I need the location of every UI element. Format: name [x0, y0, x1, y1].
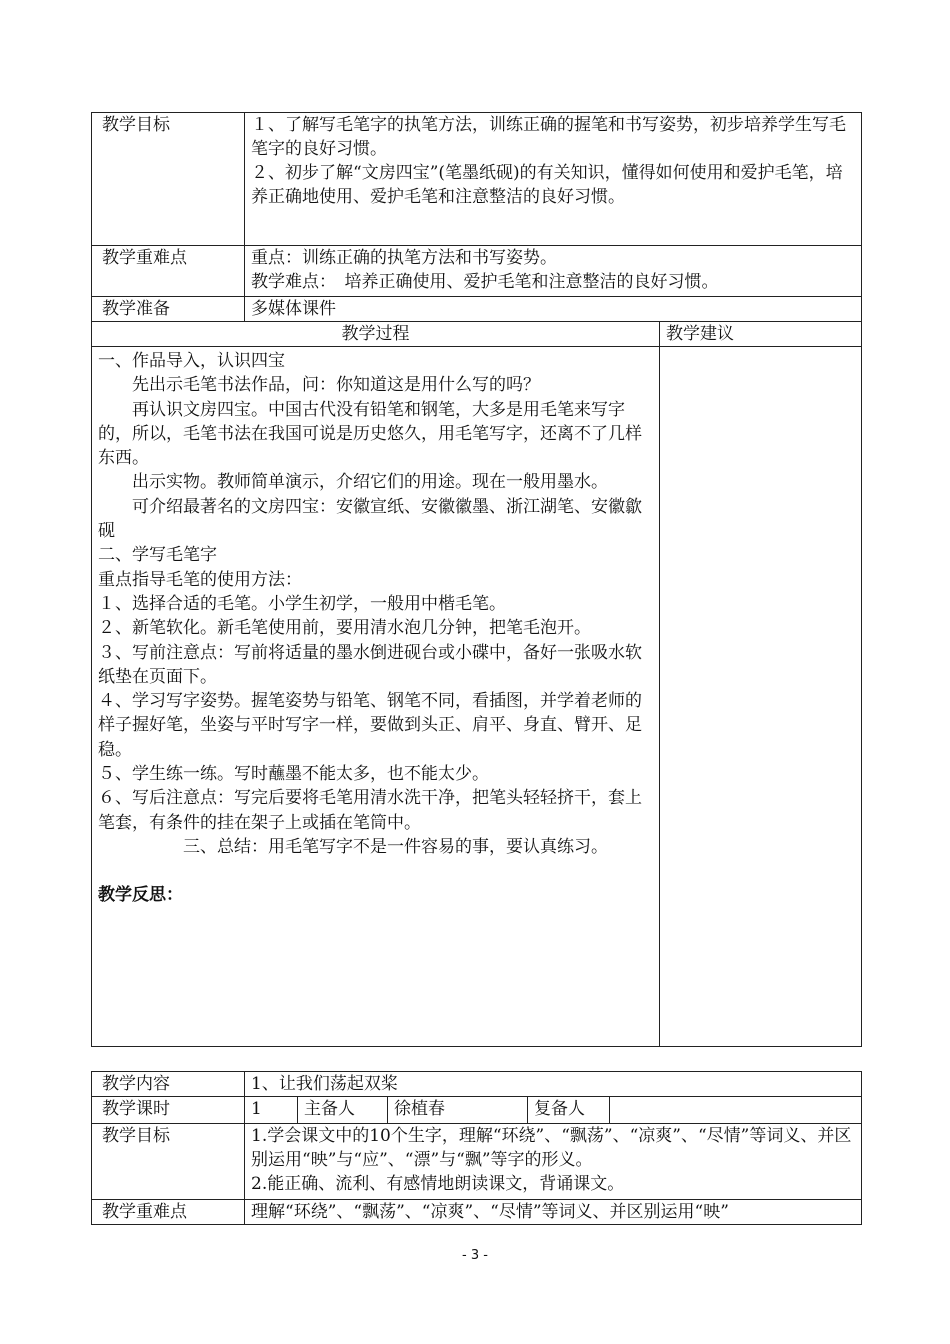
goals-cell-2	[245, 1124, 862, 1200]
key-points-value-2: 理解“环绕”、“飘荡”、“凉爽”、“尽情”等词义、并区别运用“映”	[245, 1200, 862, 1225]
section-2-item-3: ３、写前注意点：写前将适量的墨水倒进砚台或小碟中，备好一张吸水软纸垫在页面下。	[98, 642, 642, 687]
main-preparer-label: 主备人	[298, 1097, 388, 1124]
section-2-title: 二、学写毛笔字	[98, 545, 217, 566]
section-2-item-1: １、选择合适的毛笔。小学生初学，一般用中楷毛笔。	[98, 593, 506, 614]
goals-line-2: ２、初步了解“文房四宝”(笔墨纸砚)的有关知识，懂得如何使用和爱护毛笔，培养正确地使用、爱护毛笔和注意整洁的良好习惯。	[251, 163, 843, 207]
section-1-para-4: 可介绍最著名的文房四宝：安徽宣纸、安徽徽墨、浙江湖笔、安徽歙砚	[98, 496, 642, 542]
section-2-item-5: ５、学生练一练。写时蘸墨不能太多，也不能太少。	[98, 764, 489, 785]
section-2-item-2: ２、新笔软化。新毛笔使用前，要用清水泡几分钟，把笔毛泡开。	[98, 618, 591, 639]
content-value: 1、让我们荡起双桨	[245, 1072, 862, 1097]
section-1-para-3: 出示实物。教师简单演示，介绍它们的用途。现在一般用墨水。	[132, 472, 608, 493]
section-1-title: 一、作品导入，认识四宝	[98, 351, 285, 371]
key-point-line-1: 重点：训练正确的执笔方法和书写姿势。	[251, 248, 557, 268]
goals-label: 教学目标	[92, 113, 245, 246]
goals-cell	[245, 113, 862, 246]
goals-2-line-1: 1.学会课文中的10个生字，理解“环绕”、“飘荡”、“凉爽”、“尽情”等词义、并区别运用“映”与“应”、“漂”与“飘”等字的形义。	[251, 1126, 852, 1170]
section-2-item-4: ４、学习写字姿势。握笔姿势与铅笔、钢笔不同，看插图，并学着老师的样子握好笔，坐姿与平时写字一样，要做到头正、肩平、身直、臂开、足稳。	[98, 691, 642, 760]
hours-label: 教学课时	[92, 1097, 245, 1124]
process-cell	[92, 347, 660, 1047]
goals-line-1: １、了解写毛笔字的执笔方法，训练正确的握笔和书写姿势，初步培养学生写毛笔字的良好习惯。	[251, 115, 846, 159]
preparation-label: 教学准备	[92, 297, 245, 322]
key-points-cell	[245, 246, 862, 297]
main-preparer-value: 徐植春	[388, 1097, 528, 1124]
section-1-para-2: 再认识文房四宝。中国古代没有铅笔和钢笔，大多是用毛笔来写字的，所以，毛笔书法在我国可说是历史悠久，用毛笔写字，还离不了几样东西。	[98, 399, 642, 469]
section-2-intro: 重点指导毛笔的使用方法：	[98, 569, 302, 590]
process-header: 教学过程	[92, 322, 660, 347]
page-number: - 3 -	[462, 1248, 488, 1263]
hours-value: 1	[245, 1097, 298, 1124]
co-preparer-value	[610, 1097, 862, 1124]
preparation-value: 多媒体课件	[245, 297, 862, 322]
key-points-label: 教学重难点	[92, 246, 245, 297]
section-1-para-1: 先出示毛笔书法作品，问：你知道这是用什么写的吗？	[132, 375, 540, 396]
goals-label-2: 教学目标	[92, 1124, 245, 1200]
key-point-line-2: 教学难点： 培养正确使用、爱护毛笔和注意整洁的良好习惯。	[251, 272, 719, 292]
advice-header: 教学建议	[660, 322, 862, 347]
co-preparer-label: 复备人	[528, 1097, 610, 1124]
content-label: 教学内容	[92, 1072, 245, 1097]
goals-2-line-2: 2.能正确、流利、有感情地朗读课文，背诵课文。	[251, 1174, 625, 1194]
advice-cell	[660, 347, 862, 1047]
section-2-item-6: ６、写后注意点：写完后要将毛笔用清水洗干净，把笔头轻轻挤干，套上笔套，有条件的挂在架子上或插在笔筒中。	[98, 788, 642, 833]
key-points-label-2: 教学重难点	[92, 1200, 245, 1225]
section-3-summary: 三、总结：用毛笔写字不是一件容易的事，要认真练习。	[183, 836, 608, 857]
lesson-plan-table-1	[91, 112, 862, 1047]
reflection-label: 教学反思：	[98, 885, 183, 906]
lesson-plan-table-2	[91, 1071, 862, 1225]
